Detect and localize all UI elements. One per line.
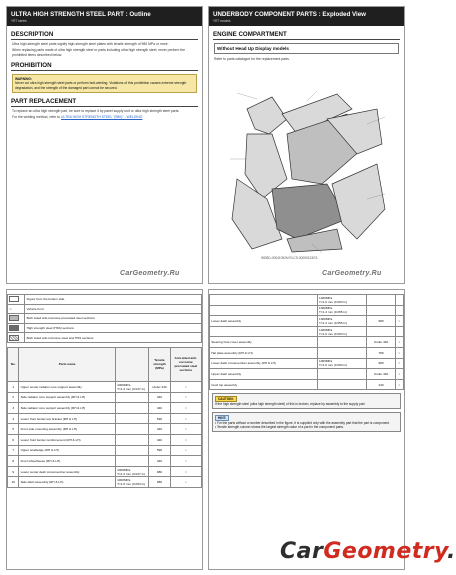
table-cell-mark: ○	[395, 337, 403, 348]
page-title: ULTRA HIGH STRENGTH STEEL PART : Outline	[7, 7, 202, 19]
table-cell-spec	[317, 337, 367, 348]
table-cell-ts: Under 440	[149, 381, 170, 392]
welding-text	[12, 115, 197, 119]
table-cell-no: 10	[8, 477, 19, 488]
watermark: CarGeometry.Ru	[322, 270, 382, 277]
caution-label: CAUTION:	[215, 396, 237, 402]
watermark: CarGeometry.Ru	[120, 270, 180, 277]
page-subtitle: YRT series	[7, 19, 202, 26]
spec-value: 1300MPa	[318, 295, 333, 300]
table-cell-ts: 980	[149, 477, 170, 488]
hint-label: HINT:	[215, 415, 229, 421]
parts-table-continued-page	[208, 289, 405, 570]
model-heading: Without Head Up Display models	[214, 43, 399, 54]
spec-value: 1000MPa	[117, 382, 131, 387]
table-cell-name: Cowl top assembly	[210, 379, 318, 390]
thickness-value: T=1.2 mm (0.047 in)	[117, 386, 146, 391]
table-cell-mark	[395, 305, 403, 316]
thickness-value: T=1.4 mm (0.055 in)	[318, 310, 347, 315]
table-cell-mark: ○	[170, 403, 201, 414]
column-header	[115, 347, 148, 381]
table-cell-spec	[317, 305, 367, 316]
table-cell-spec	[115, 413, 148, 424]
table-cell-no: 9	[8, 466, 19, 477]
legend-item: High strength steel (HSS) sections	[25, 323, 202, 333]
table-cell-name: Steering hole cover assembly	[210, 337, 318, 348]
table-cell-ts	[367, 326, 395, 337]
thickness-value: T=1.4 mm (0.055 in)	[318, 320, 347, 325]
parts-table-page	[6, 289, 203, 570]
spec-value: 1300MPa	[318, 316, 333, 321]
description-text: Ultra high-strength steel parts signify high-strength steel plates with tensile strength of 980 MPa or more.	[12, 42, 169, 46]
table-cell-spec	[115, 445, 148, 456]
table-cell-name	[210, 295, 318, 306]
table-cell-mark	[395, 295, 403, 306]
column-header: No.	[8, 347, 19, 381]
table-row	[8, 477, 202, 488]
brand-left: Car	[280, 539, 324, 564]
description-heading: DESCRIPTION	[11, 31, 198, 40]
table-cell-mark: ○	[170, 466, 201, 477]
diagram-code: WDBD-00041052M ELCS-00000133G3	[261, 256, 318, 260]
hint-item: • Tensile strength column shows the largest strength value of a part in the component parts.	[215, 425, 344, 430]
table-cell-spec	[317, 316, 367, 327]
table-cell-name: Lower center dash crossmember assembly	[19, 466, 116, 477]
table-cell-spec	[317, 347, 367, 358]
table-cell-mark: ○	[395, 369, 403, 380]
thickness-value: T=1.6 mm (0.063 in)	[117, 482, 146, 487]
table-row	[8, 424, 202, 435]
hint-text: Tensile strength column shows the largest strength value of a part in the component parts.	[216, 425, 344, 430]
table-cell-ts: 440	[149, 456, 170, 467]
table-cell-no: 6	[8, 434, 19, 445]
table-cell-mark: ○	[170, 456, 201, 467]
table-row	[8, 434, 202, 445]
table-cell-ts: 780	[367, 347, 395, 358]
table-cell-spec	[115, 456, 148, 467]
table-row	[210, 379, 404, 390]
table-cell-name	[210, 305, 318, 316]
thickness-value: T=1.6 mm (0.063 in)	[318, 363, 347, 368]
cowl-top-part	[247, 97, 287, 134]
reference-text: Refer to parts catalogue for the replacement parts.	[214, 57, 290, 61]
table-cell-spec	[317, 358, 367, 369]
table-row	[210, 316, 404, 327]
table-cell-mark	[395, 326, 403, 337]
legend-item: Both sided anti-corrosive steel and HSS sections	[25, 333, 202, 343]
legend-item: Vehicle front	[25, 304, 202, 314]
hint-text: For the parts without a number described in the figure, it is supplied only with the assembly part that the part is component.	[217, 421, 390, 426]
table-cell-mark: ○	[395, 347, 403, 358]
table-cell-ts: 440	[149, 434, 170, 445]
table-row	[8, 392, 202, 403]
wheelhouse-right-part	[332, 164, 385, 239]
warning-label: WARNING:	[15, 77, 33, 82]
column-header: Parts name	[19, 347, 116, 381]
table-cell-ts: 980	[367, 316, 395, 327]
table-cell-spec	[115, 477, 148, 488]
table-cell-no: 2	[8, 392, 19, 403]
spec-value: 1300MPa	[318, 327, 333, 332]
table-cell-no: 5	[8, 424, 19, 435]
table-row	[8, 381, 202, 392]
table-cell-mark: ○	[395, 316, 403, 327]
table-cell-name: Front wheelhouse (RH & LH)	[19, 456, 116, 467]
thickness-value: T=1.2 mm (0.047 in)	[117, 471, 146, 476]
table-row	[210, 347, 404, 358]
spec-value: 1000MPa	[318, 359, 333, 364]
welding-link[interactable]: ULTRA HIGH STRENGTH STEEL "(980)" - WELDING	[61, 115, 143, 120]
brand-dot: .	[446, 539, 456, 564]
arrow-icon: ⇦	[9, 306, 12, 311]
hss-swatch-icon	[9, 325, 19, 331]
column-header: Tensile strength (MPa)	[149, 347, 170, 381]
hint-item: • For the parts without a number described in the figure, it is supplied only with the assembly part that the part is component.	[215, 421, 390, 426]
column-header: Anti-sided anti-corrosive precoated steel sections	[170, 347, 201, 381]
table-cell-no: 8	[8, 456, 19, 467]
table-cell-ts: Under 440	[367, 369, 395, 380]
spec-value: 1300MPa	[318, 306, 333, 311]
table-cell-no: 3	[8, 403, 19, 414]
table-cell-mark: ○	[170, 424, 201, 435]
replacement-text: To replace an ultra high strength part, be sure to replace it by panel supply unit or ultra high strength steel parts.	[12, 108, 180, 113]
exploded-view-page	[208, 6, 405, 284]
brand-right: Geometry	[323, 539, 447, 564]
table-cell-ts: Under 440	[367, 337, 395, 348]
table-cell-mark: ○	[170, 477, 201, 488]
table-cell-no: 4	[8, 413, 19, 424]
spec-value: 1000MPa	[117, 467, 131, 472]
warning-text: Never cut ultra high strength steel parts or perform butt-welding. Violations of this prohibition causes extreme strength degradation, and the strength of the damaged part cannot be secured.	[15, 81, 187, 90]
table-cell-spec	[317, 369, 367, 380]
table-cell-name: Side radiator core support assembly (RH & LH)	[19, 392, 116, 403]
precoated-swatch-icon	[9, 315, 19, 321]
caution-box	[212, 393, 401, 409]
parts-table-continued	[209, 294, 404, 390]
table-cell-ts: 440	[367, 379, 395, 390]
legend-table	[7, 294, 202, 343]
thickness-value: T=1.6 mm (0.063 in)	[318, 299, 347, 304]
prohibition-heading: PROHIBITION	[11, 62, 198, 71]
table-row	[8, 403, 202, 414]
table-cell-spec	[115, 403, 148, 414]
table-cell-spec	[115, 381, 148, 392]
table-cell-mark: ○	[395, 358, 403, 369]
table-cell-name: Side dash assembly (RH & LH)	[19, 477, 116, 488]
table-cell-spec	[115, 434, 148, 445]
bottom-view-icon	[9, 296, 19, 302]
spec-value: 1000MPa	[117, 478, 131, 483]
table-cell-ts: 590	[149, 413, 170, 424]
table-cell-ts: 440	[149, 392, 170, 403]
table-cell-name: Upper center radiator core support assembly	[19, 381, 116, 392]
table-row	[8, 466, 202, 477]
warning-box	[12, 74, 197, 93]
table-cell-ts: 440	[149, 403, 170, 414]
table-row	[210, 337, 404, 348]
table-row	[210, 358, 404, 369]
table-row	[8, 456, 202, 467]
description-text: When replacing parts made of ultra high strength steel or parts including ultra high strength steel, never perform the prohibited items described below.	[12, 48, 186, 57]
table-cell-mark: ○	[170, 413, 201, 424]
page-title: UNDERBODY COMPONENT PARTS : Exploded View	[209, 7, 404, 19]
legend-item: Figure from the bottom side	[25, 295, 202, 305]
table-row	[8, 445, 202, 456]
table-cell-ts	[367, 295, 395, 306]
brand-logo	[280, 539, 456, 564]
table-cell-name: Lower front fender reinforcement (RH & LH)	[19, 434, 116, 445]
table-cell-name: Hat plate assembly (RH & LH)	[210, 347, 318, 358]
table-cell-spec	[115, 392, 148, 403]
table-cell-spec	[317, 326, 367, 337]
table-cell-spec	[317, 379, 367, 390]
table-cell-mark: ○	[170, 434, 201, 445]
table-cell-ts: 590	[149, 445, 170, 456]
outline-page	[6, 6, 203, 284]
table-cell-ts	[367, 305, 395, 316]
table-cell-name: Lower dash crossmember assembly (RH & LH)	[210, 358, 318, 369]
part-replacement-heading: PART REPLACEMENT	[11, 98, 198, 107]
mixed-swatch-icon	[9, 335, 19, 341]
thickness-value: T=1.6 mm (0.063 in)	[318, 331, 347, 336]
section-heading: ENGINE COMPARTMENT	[213, 31, 400, 40]
page-subtitle: YRT models	[209, 19, 404, 26]
table-cell-spec	[115, 466, 148, 477]
table-cell-mark: ○	[395, 379, 403, 390]
table-cell-spec	[317, 295, 367, 306]
table-cell-name: Upper windledge (RH & LH)	[19, 445, 116, 456]
table-cell-spec	[115, 424, 148, 435]
table-cell-name: Lower front fender top bracket (RH & LH)	[19, 413, 116, 424]
table-row	[8, 413, 202, 424]
welding-label: For the welding method, refer to	[12, 115, 61, 120]
table-cell-name: Side radiator core support assembly (RH & LH)	[19, 403, 116, 414]
table-cell-mark: ○	[170, 445, 201, 456]
table-row	[210, 369, 404, 380]
table-cell-ts: 980	[149, 466, 170, 477]
legend-item: Both sided anti-corrosive precoated steel sections	[25, 314, 202, 324]
table-cell-ts: 980	[367, 358, 395, 369]
exploded-view-diagram	[227, 89, 387, 254]
table-cell-mark: ○	[170, 381, 201, 392]
table-cell-mark: ○	[170, 392, 201, 403]
table-cell-name: Lower dash assembly	[210, 316, 318, 327]
table-cell-no: 7	[8, 445, 19, 456]
caution-text: If the high strength steel (ultra high strength steel) of this is broken, replace by assembly to the supply part.	[215, 402, 366, 407]
table-cell-name: Front side mounting assembly (RH & LH)	[19, 424, 116, 435]
table-cell-no: 1	[8, 381, 19, 392]
table-row	[210, 305, 404, 316]
table-cell-name: Upper dash assembly	[210, 369, 318, 380]
table-cell-name	[210, 326, 318, 337]
hint-box	[212, 412, 401, 432]
table-row	[210, 326, 404, 337]
parts-table	[7, 347, 202, 488]
table-cell-ts: 440	[149, 424, 170, 435]
table-row	[210, 295, 404, 306]
